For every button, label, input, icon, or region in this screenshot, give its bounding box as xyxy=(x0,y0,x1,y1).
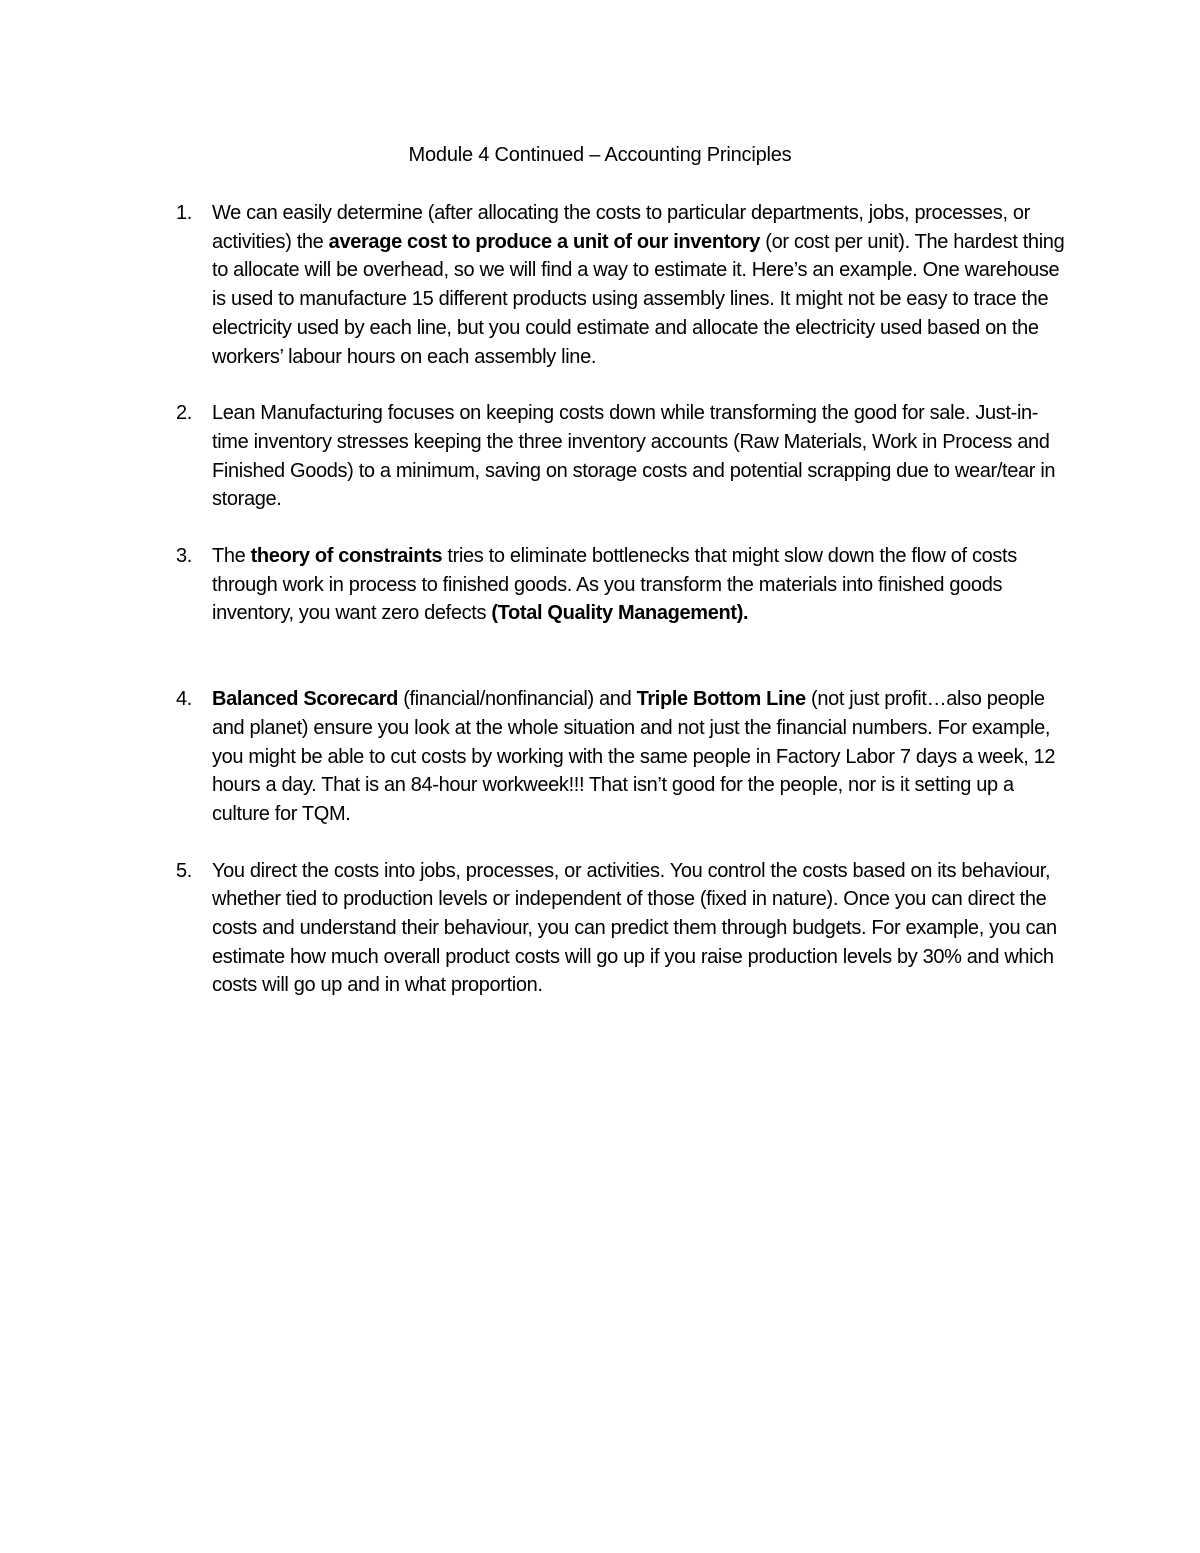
list-item-number: 4. xyxy=(176,688,192,711)
bold-term-triple-bottom-line: Triple Bottom Line xyxy=(636,688,806,711)
list-item-5 xyxy=(172,857,1072,1001)
list-item-text: Balanced Scorecard (financial/nonfinancial) and Triple Bottom Line (not just profit…also people and planet) ensure you look at the whole situation and not just the financial numbers. For example, you might be able to cut costs by working with the same people in Factory Labor 7 days a week, 12 hours a day. That is an 84-hour workweek!!! That isn’t good for the people, nor is it setting up a culture for TQM. xyxy=(212,688,1056,825)
bold-term-theory-of-constraints: theory of constraints xyxy=(250,545,443,568)
list-item-text: Lean Manufacturing focuses on keeping costs down while transforming the good for sale. Just-in-time inventory stresses keeping the three inventory accounts (Raw Materials, Work in Process and Finished Goods) to a minimum, saving on storage costs and potential scrapping due to wear/tear in storage. xyxy=(212,402,1056,511)
document-title: Module 4 Continued – Accounting Principles xyxy=(408,144,792,166)
list-item-3 xyxy=(172,542,1072,628)
list-item-1 xyxy=(172,199,1072,371)
list-item-4 xyxy=(172,685,1072,829)
bold-term-balanced-scorecard: Balanced Scorecard xyxy=(212,688,399,711)
list-item-number: 1. xyxy=(176,202,192,224)
list-item-text: You direct the costs into jobs, processes, or activities. You control the costs based on its behaviour, whether tied to production levels or independent of those (fixed in nature). Once you can direct the costs and understand their behaviour, you can predict them through budgets. For example, you can estimate how much overall product costs will go up if you raise production levels by 30% and which costs will go up and in what proportion. xyxy=(212,859,1057,997)
principles-list xyxy=(172,199,1072,1000)
list-item-number: 5. xyxy=(176,859,192,882)
list-item-number: 3. xyxy=(176,545,192,568)
list-item-text: We can easily determine (after allocating the costs to particular departments, jobs, processes, or activities) the average cost to produce a unit of our inventory (or cost per unit). The hardest thing to allocate will be overhead, so we will find a way to estimate it. Here’s an example. One warehouse is used to manufacture 15 different products using assembly lines. It might not be easy to trace the electricity used by each line, but you could estimate and allocate the electricity used based on the workers’ labour hours on each assembly line. xyxy=(212,202,1065,368)
list-item-number: 2. xyxy=(176,402,192,425)
bold-term-tqm: (Total Quality Management). xyxy=(491,602,749,625)
bold-term-average-cost: average cost to produce a unit of our inventory xyxy=(328,230,761,253)
list-item-2 xyxy=(172,399,1072,514)
list-item-text: The theory of constraints tries to eliminate bottlenecks that might slow down the flow of costs through work in process to finished goods. As you transform the materials into finished goods inventory, you want zero defects (Total Quality Management). xyxy=(212,545,1017,625)
